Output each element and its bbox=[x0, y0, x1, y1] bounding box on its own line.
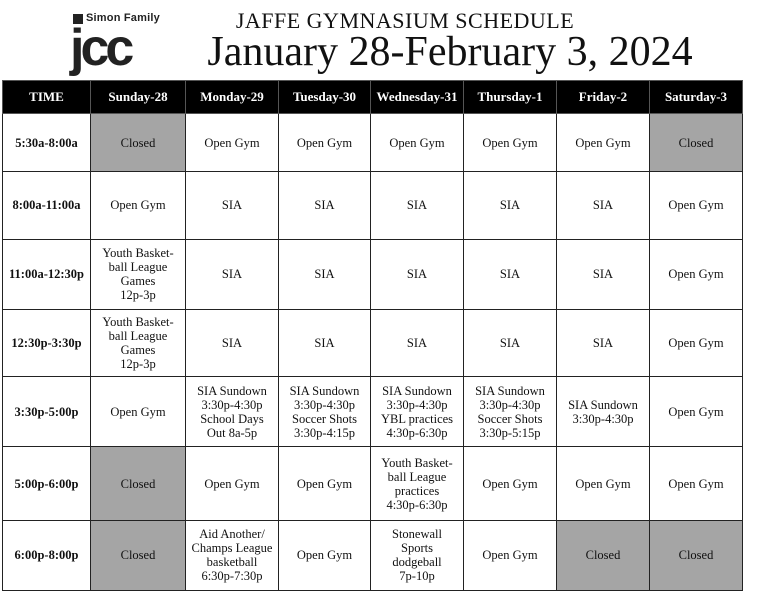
closed-cell bbox=[650, 520, 743, 590]
activity-cell bbox=[371, 520, 464, 590]
time-slot-cell: 8:00a-11:00a bbox=[3, 172, 91, 239]
activity-line: Open Gym bbox=[668, 267, 724, 282]
jcc-logo bbox=[70, 12, 170, 80]
activity-cell bbox=[464, 520, 557, 590]
closed-cell bbox=[91, 114, 186, 172]
activity-line: Out 8a-5p bbox=[206, 425, 258, 440]
activity-cell bbox=[186, 447, 279, 520]
column-header-sunday: Sunday-28 bbox=[91, 81, 186, 114]
schedule-subtitle: JAFFE GYMNASIUM SCHEDULE bbox=[235, 8, 575, 33]
activity-cell bbox=[557, 377, 650, 447]
activity-line: Open Gym bbox=[389, 135, 445, 150]
activity-line: Closed bbox=[120, 476, 156, 491]
activity-line: Open Gym bbox=[482, 135, 538, 150]
activity-line: 3:30p-4:30p bbox=[293, 397, 356, 412]
activity-line: SIA bbox=[499, 335, 521, 350]
logo-wordmark: jcc bbox=[70, 19, 131, 77]
activity-line: 3:30p-4:30p bbox=[572, 411, 634, 426]
activity-line: Open Gym bbox=[668, 476, 724, 491]
time-slot-cell: 12:30p-3:30p bbox=[3, 309, 91, 376]
activity-cell bbox=[371, 377, 464, 447]
activity-line: SIA bbox=[314, 267, 335, 282]
activity-cell bbox=[650, 447, 743, 520]
activity-cell bbox=[557, 239, 650, 309]
activity-cell bbox=[557, 447, 650, 520]
schedule-row bbox=[3, 309, 743, 376]
activity-line: SIA bbox=[314, 335, 335, 350]
column-header-friday: Friday-2 bbox=[557, 81, 650, 114]
activity-line: SIA bbox=[221, 335, 243, 350]
closed-cell bbox=[91, 447, 186, 520]
schedule-row bbox=[3, 114, 743, 172]
time-slot-cell: 6:00p-8:00p bbox=[3, 520, 91, 590]
activity-line: SIA bbox=[592, 335, 614, 350]
activity-cell bbox=[279, 520, 371, 590]
activity-line: SIA Sundown bbox=[382, 383, 452, 398]
activity-line: SIA Sundown bbox=[568, 397, 638, 412]
activity-cell bbox=[91, 172, 186, 239]
activity-cell bbox=[650, 172, 743, 239]
activity-cell bbox=[186, 172, 279, 239]
activity-cell bbox=[464, 114, 557, 172]
activity-line: Open Gym bbox=[668, 198, 724, 213]
activity-cell bbox=[279, 447, 371, 520]
activity-cell bbox=[371, 239, 464, 309]
activity-cell bbox=[464, 377, 557, 447]
time-slot-cell: 5:00p-6:00p bbox=[3, 447, 91, 520]
activity-line: Youth Basket- bbox=[102, 246, 174, 261]
closed-cell bbox=[557, 520, 650, 590]
activity-line: Champs League bbox=[191, 541, 273, 556]
activity-cell bbox=[186, 114, 279, 172]
activity-line: SIA bbox=[221, 267, 243, 282]
activity-cell bbox=[279, 114, 371, 172]
time-slot-cell: 5:30a-8:00a bbox=[3, 114, 91, 172]
activity-line: Open Gym bbox=[204, 135, 260, 150]
schedule-row bbox=[3, 377, 743, 447]
activity-line: Games bbox=[120, 274, 156, 289]
activity-cell bbox=[464, 309, 557, 376]
activity-line: Closed bbox=[678, 548, 714, 563]
activity-cell bbox=[464, 172, 557, 239]
closed-cell bbox=[650, 114, 743, 172]
column-header-saturday: Saturday-3 bbox=[650, 81, 743, 114]
column-header-thursday: Thursday-1 bbox=[464, 81, 557, 114]
activity-line: 6:30p-7:30p bbox=[201, 569, 263, 584]
activity-line: SIA bbox=[592, 198, 614, 213]
logo-small-text: Simon Family bbox=[86, 12, 160, 24]
schedule-table bbox=[2, 80, 743, 591]
activity-line: 3:30p-5:15p bbox=[479, 425, 541, 440]
activity-line: YBL practices bbox=[380, 411, 454, 426]
activity-line: 7p-10p bbox=[399, 569, 435, 584]
activity-line: Open Gym bbox=[482, 548, 538, 563]
activity-line: 4:30p-6:30p bbox=[386, 425, 448, 440]
activity-line: Open Gym bbox=[482, 476, 538, 491]
activity-line: Open Gym bbox=[110, 404, 166, 419]
activity-cell bbox=[371, 447, 464, 520]
activity-line: 3:30p-4:15p bbox=[293, 425, 356, 440]
activity-cell bbox=[279, 172, 371, 239]
activity-line: Open Gym bbox=[575, 476, 631, 491]
activity-cell bbox=[371, 172, 464, 239]
activity-line: 12p-3p bbox=[120, 288, 156, 303]
activity-cell bbox=[279, 377, 371, 447]
activity-line: Open Gym bbox=[668, 335, 724, 350]
header-row bbox=[3, 81, 743, 114]
activity-cell bbox=[464, 239, 557, 309]
activity-line: Aid Another/ bbox=[199, 527, 265, 542]
activity-line: 3:30p-4:30p bbox=[479, 397, 541, 412]
activity-line: Open Gym bbox=[110, 198, 166, 213]
activity-cell bbox=[371, 309, 464, 376]
time-slot-cell: 11:00a-12:30p bbox=[3, 239, 91, 309]
activity-cell bbox=[650, 309, 743, 376]
activity-line: 3:30p-4:30p bbox=[386, 397, 448, 412]
activity-line: ball League bbox=[387, 469, 447, 484]
activity-line: School Days bbox=[200, 411, 264, 426]
schedule-row bbox=[3, 172, 743, 239]
activity-cell bbox=[279, 239, 371, 309]
activity-cell bbox=[186, 377, 279, 447]
activity-line: 12p-3p bbox=[120, 356, 156, 371]
activity-line: Youth Basket- bbox=[102, 314, 174, 329]
closed-cell bbox=[91, 520, 186, 590]
activity-line: SIA bbox=[314, 198, 335, 213]
activity-cell bbox=[91, 309, 186, 376]
activity-cell bbox=[186, 309, 279, 376]
schedule-title: January 28-February 3, 2024 bbox=[207, 29, 693, 75]
column-header-tuesday: Tuesday-30 bbox=[279, 81, 371, 114]
activity-cell bbox=[186, 520, 279, 590]
activity-line: SIA bbox=[592, 267, 614, 282]
activity-line: Closed bbox=[120, 135, 156, 150]
column-header-monday: Monday-29 bbox=[186, 81, 279, 114]
activity-line: SIA bbox=[406, 198, 428, 213]
activity-line: SIA Sundown bbox=[289, 383, 360, 398]
activity-line: Open Gym bbox=[296, 135, 353, 150]
activity-cell bbox=[91, 377, 186, 447]
column-header-wednesday: Wednesday-31 bbox=[371, 81, 464, 114]
time-slot-cell: 3:30p-5:00p bbox=[3, 377, 91, 447]
activity-line: 4:30p-6:30p bbox=[386, 497, 448, 512]
activity-line: Open Gym bbox=[296, 476, 353, 491]
activity-line: dodgeball bbox=[392, 555, 442, 570]
activity-line: Youth Basket- bbox=[381, 455, 453, 470]
activity-line: ball League bbox=[108, 328, 168, 343]
activity-line: Soccer Shots bbox=[292, 411, 357, 426]
activity-line: SIA bbox=[406, 335, 428, 350]
schedule-body bbox=[3, 114, 743, 591]
activity-line: Open Gym bbox=[296, 548, 353, 563]
activity-line: SIA Sundown bbox=[475, 383, 545, 398]
activity-line: SIA Sundown bbox=[197, 383, 267, 398]
activity-cell bbox=[650, 239, 743, 309]
activity-line: Closed bbox=[585, 548, 621, 563]
schedule-row bbox=[3, 239, 743, 309]
activity-line: practices bbox=[394, 483, 440, 498]
activity-cell bbox=[91, 239, 186, 309]
activity-cell bbox=[186, 239, 279, 309]
activity-cell bbox=[557, 172, 650, 239]
activity-line: SIA bbox=[499, 198, 521, 213]
activity-line: Sports bbox=[401, 541, 433, 556]
activity-line: SIA bbox=[499, 267, 521, 282]
activity-line: Closed bbox=[120, 548, 156, 563]
activity-line: SIA bbox=[406, 267, 428, 282]
activity-line: SIA bbox=[221, 198, 243, 213]
activity-cell bbox=[371, 114, 464, 172]
activity-line: basketball bbox=[206, 555, 258, 570]
activity-line: Open Gym bbox=[575, 135, 631, 150]
activity-line: Open Gym bbox=[668, 404, 724, 419]
activity-line: ball League bbox=[108, 260, 168, 275]
activity-cell bbox=[557, 114, 650, 172]
schedule-row bbox=[3, 447, 743, 520]
activity-cell bbox=[557, 309, 650, 376]
schedule-row bbox=[3, 520, 743, 590]
activity-line: Soccer Shots bbox=[477, 411, 543, 426]
activity-cell bbox=[464, 447, 557, 520]
column-header-time: TIME bbox=[3, 81, 91, 114]
activity-line: Closed bbox=[678, 135, 714, 150]
activity-line: 3:30p-4:30p bbox=[201, 397, 263, 412]
activity-line: Open Gym bbox=[204, 476, 260, 491]
activity-line: Games bbox=[120, 342, 156, 357]
activity-cell bbox=[279, 309, 371, 376]
activity-line: Stonewall bbox=[392, 527, 442, 542]
activity-cell bbox=[650, 377, 743, 447]
